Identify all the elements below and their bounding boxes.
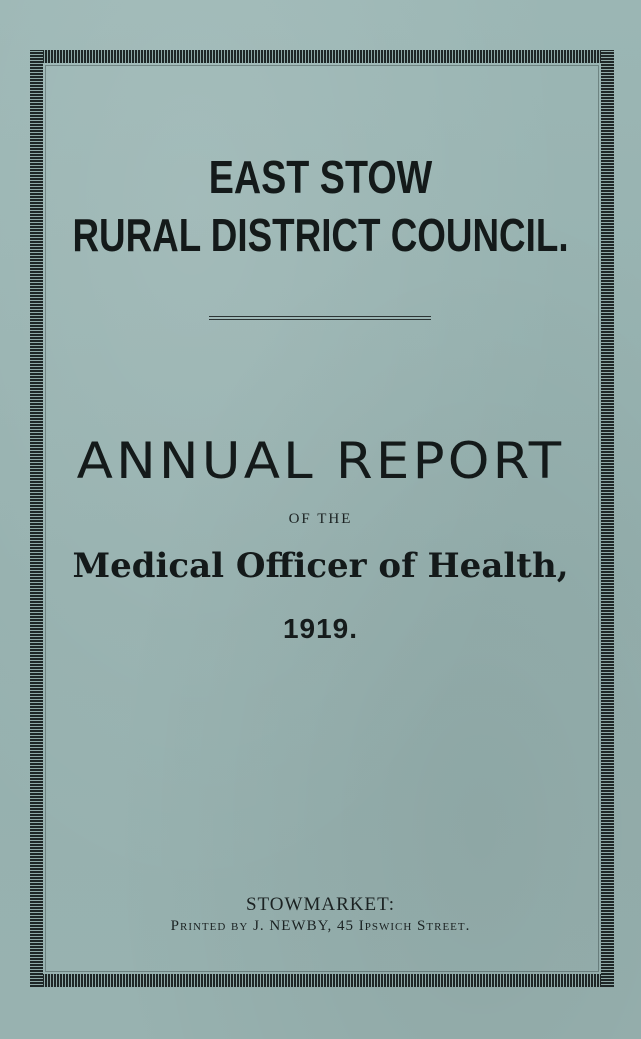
council-name-line-2: RURAL DISTRICT COUNCIL. bbox=[72, 209, 569, 261]
connector-text: OF THE bbox=[288, 511, 353, 527]
border-top bbox=[30, 50, 614, 63]
publication-place: STOWMARKET: bbox=[245, 894, 396, 915]
officer-title: Medical Officer of Health, bbox=[72, 546, 569, 586]
report-title: ANNUAL REPORT bbox=[76, 432, 565, 490]
divider-rule bbox=[209, 316, 431, 320]
report-year: 1919. bbox=[282, 613, 359, 644]
printer-credit: Printed by J. NEWBY, 45 Ipswich Street. bbox=[170, 918, 471, 934]
council-name-line-1: EAST STOW bbox=[208, 151, 433, 203]
border-bottom bbox=[30, 974, 614, 987]
